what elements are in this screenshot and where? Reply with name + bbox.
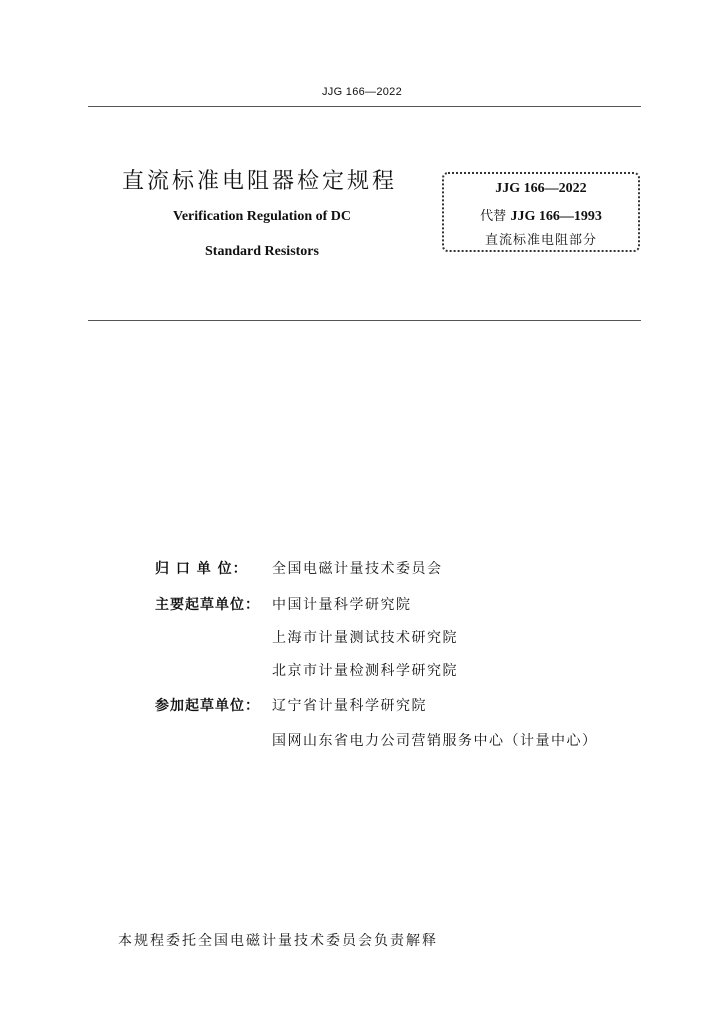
participating-drafters-label: 参加起草单位： [155,698,260,714]
title-english-line2: Standard Resistors [205,244,319,259]
box-replaces-prefix: 代替 [480,209,507,224]
top-divider [88,106,641,107]
title-english-line1: Verification Regulation of DC [173,209,351,224]
header-standard-code: JJG 166—2022 [321,86,403,98]
main-drafter-2: 上海市计量测试技术研究院 [272,630,458,646]
responsible-unit-value: 全国电磁计量技术委员会 [272,561,443,577]
box-replaces-part: 直流标准电阻部分 [484,233,597,248]
bottom-divider [88,320,641,321]
main-drafter-1: 中国计量科学研究院 [272,597,412,613]
standard-code-box [442,172,640,252]
main-drafter-3: 北京市计量检测科学研究院 [272,663,458,679]
box-standard-code: JJG 166—2022 [495,181,587,196]
box-replaces-code: JJG 166—1993 [510,209,602,224]
title-chinese: 直流标准电阻器检定规程 [122,169,398,194]
box-replaces-line [444,205,638,225]
participating-drafter-1: 辽宁省计量科学研究院 [272,698,427,714]
participating-drafter-2: 国网山东省电力公司营销服务中心（计量中心） [272,733,598,749]
main-drafters-label: 主要起草单位： [155,597,260,613]
responsible-unit-label: 归 口 单 位： [155,561,248,577]
interpretation-note: 本规程委托全国电磁计量技术委员会负责解释 [118,933,438,949]
